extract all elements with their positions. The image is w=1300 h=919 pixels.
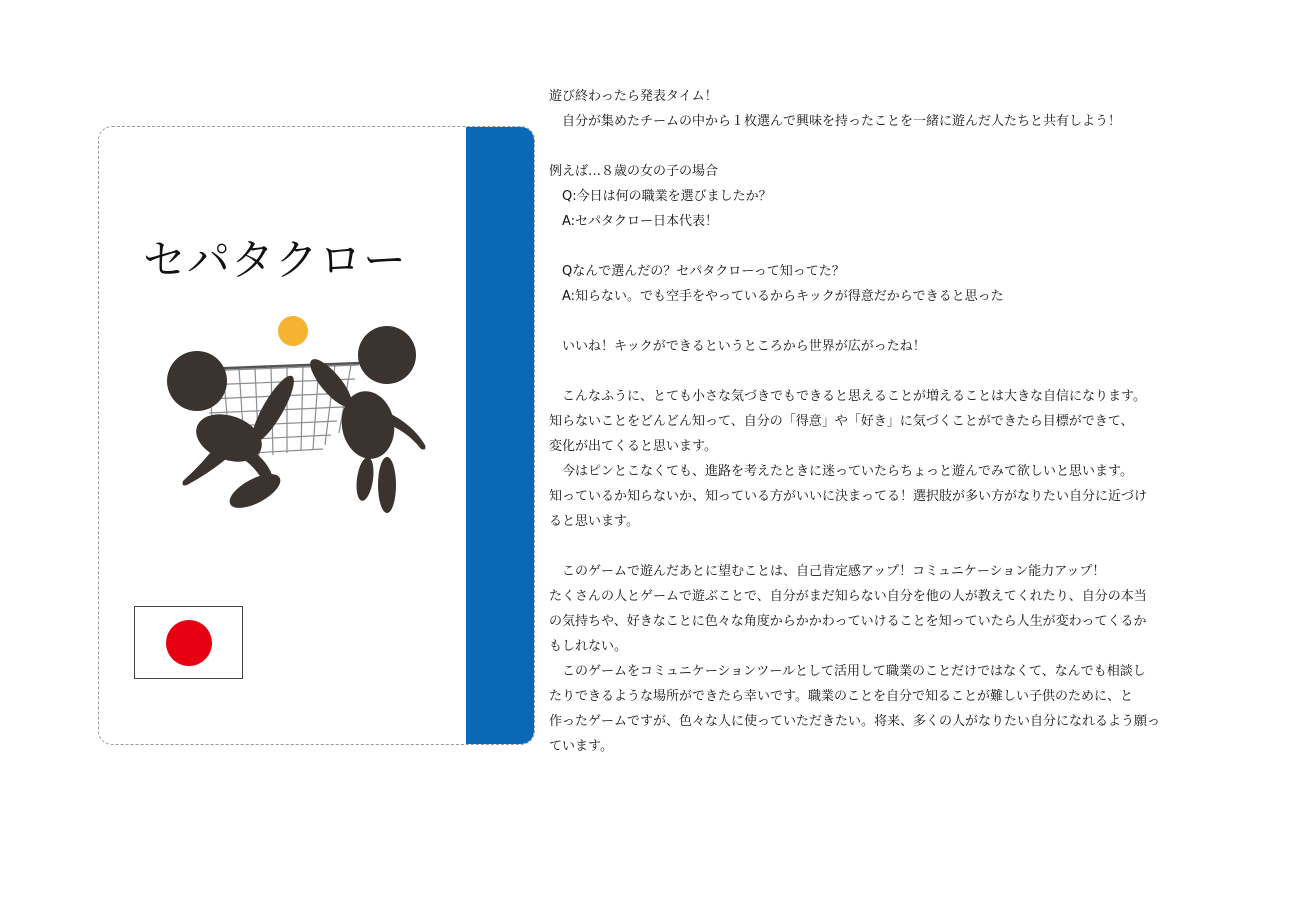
sepaktakraw-players-net-icon	[163, 313, 433, 518]
japan-flag-icon	[134, 606, 243, 679]
text-line: Q:今日は何の職業を選びましたか？	[549, 189, 772, 204]
text-line: 例えば…８歳の女の子の場合	[549, 164, 719, 179]
right-player-icon	[304, 326, 425, 513]
text-line: 自分が集めたチームの中から１枚選んで興味を持ったことを一緒に遊んだ人たちと共有しよう！	[549, 114, 1122, 129]
text-line	[549, 534, 1229, 559]
text-line	[549, 359, 1229, 384]
text-line: もしれない。	[549, 639, 628, 654]
ball-icon	[278, 316, 308, 346]
text-line	[549, 234, 1229, 259]
text-line: A:セパタクロー日本代表！	[549, 214, 719, 229]
text-line: 知っているか知らないか、知っている方がいいに決まってる！選択肢が多い方がなりたい自分に近づけ	[549, 489, 1148, 504]
text-line: いいね！キックができるというところから世界が広がったね！	[549, 339, 926, 354]
explanation-text	[549, 84, 1229, 759]
flag-red-disc	[166, 620, 212, 666]
text-line: Qなんで選んだの？セパタクローって知ってた？	[549, 264, 845, 279]
text-line: 遊び終わったら発表タイム！	[549, 89, 718, 104]
text-line: A:知らない。でも空手をやっているからキックが得意だからできると思った	[549, 289, 1004, 304]
text-line: 作ったゲームですが、色々な人に使っていただきたい。将来、多くの人がなりたい自分になれるよう願っ	[549, 714, 1161, 729]
occupation-card	[98, 126, 535, 745]
text-line	[549, 134, 1229, 159]
text-line: たくさんの人とゲームで遊ぶことで、自分がまだ知らない自分を他の人が教えてくれたり、自分の本当	[549, 589, 1147, 604]
text-line: こんなふうに、とても小さな気づきでもできると思えることが増えることは大きな自信になります。	[549, 389, 1146, 404]
text-line: の気持ちや、好きなことに色々な角度からかかわっていけることを知っていたら人生が変わってくるか	[549, 614, 1147, 629]
text-line: 今はピンとこなくても、進路を考えたときに迷っていたらちょっと遊んでみて欲しいと思います。	[549, 464, 1133, 479]
text-line: ています。	[549, 739, 613, 754]
text-line: 変化が出てくると思います。	[549, 439, 717, 454]
left-player-icon	[167, 351, 301, 515]
text-line: ると思います。	[549, 514, 639, 529]
text-line: 知らないことをどんどん知って、自分の「得意」や「好き」に気づくことができたら目標ができて、	[549, 414, 1134, 429]
card-side-stripe	[466, 127, 534, 744]
text-line: たりできるような場所ができたら幸いです。職業のことを自分で知ることが難しい子供のために、と	[549, 689, 1133, 704]
text-line: このゲームをコミュニケーションツールとして活用して職業のことだけではなくて、なんでも相談し	[549, 664, 1146, 679]
text-line	[549, 309, 1229, 334]
card-title: セパタクロー	[143, 236, 407, 286]
text-line: このゲームで遊んだあとに望むことは、自己肯定感アップ！コミュニケーション能力アップ！	[549, 564, 1106, 579]
